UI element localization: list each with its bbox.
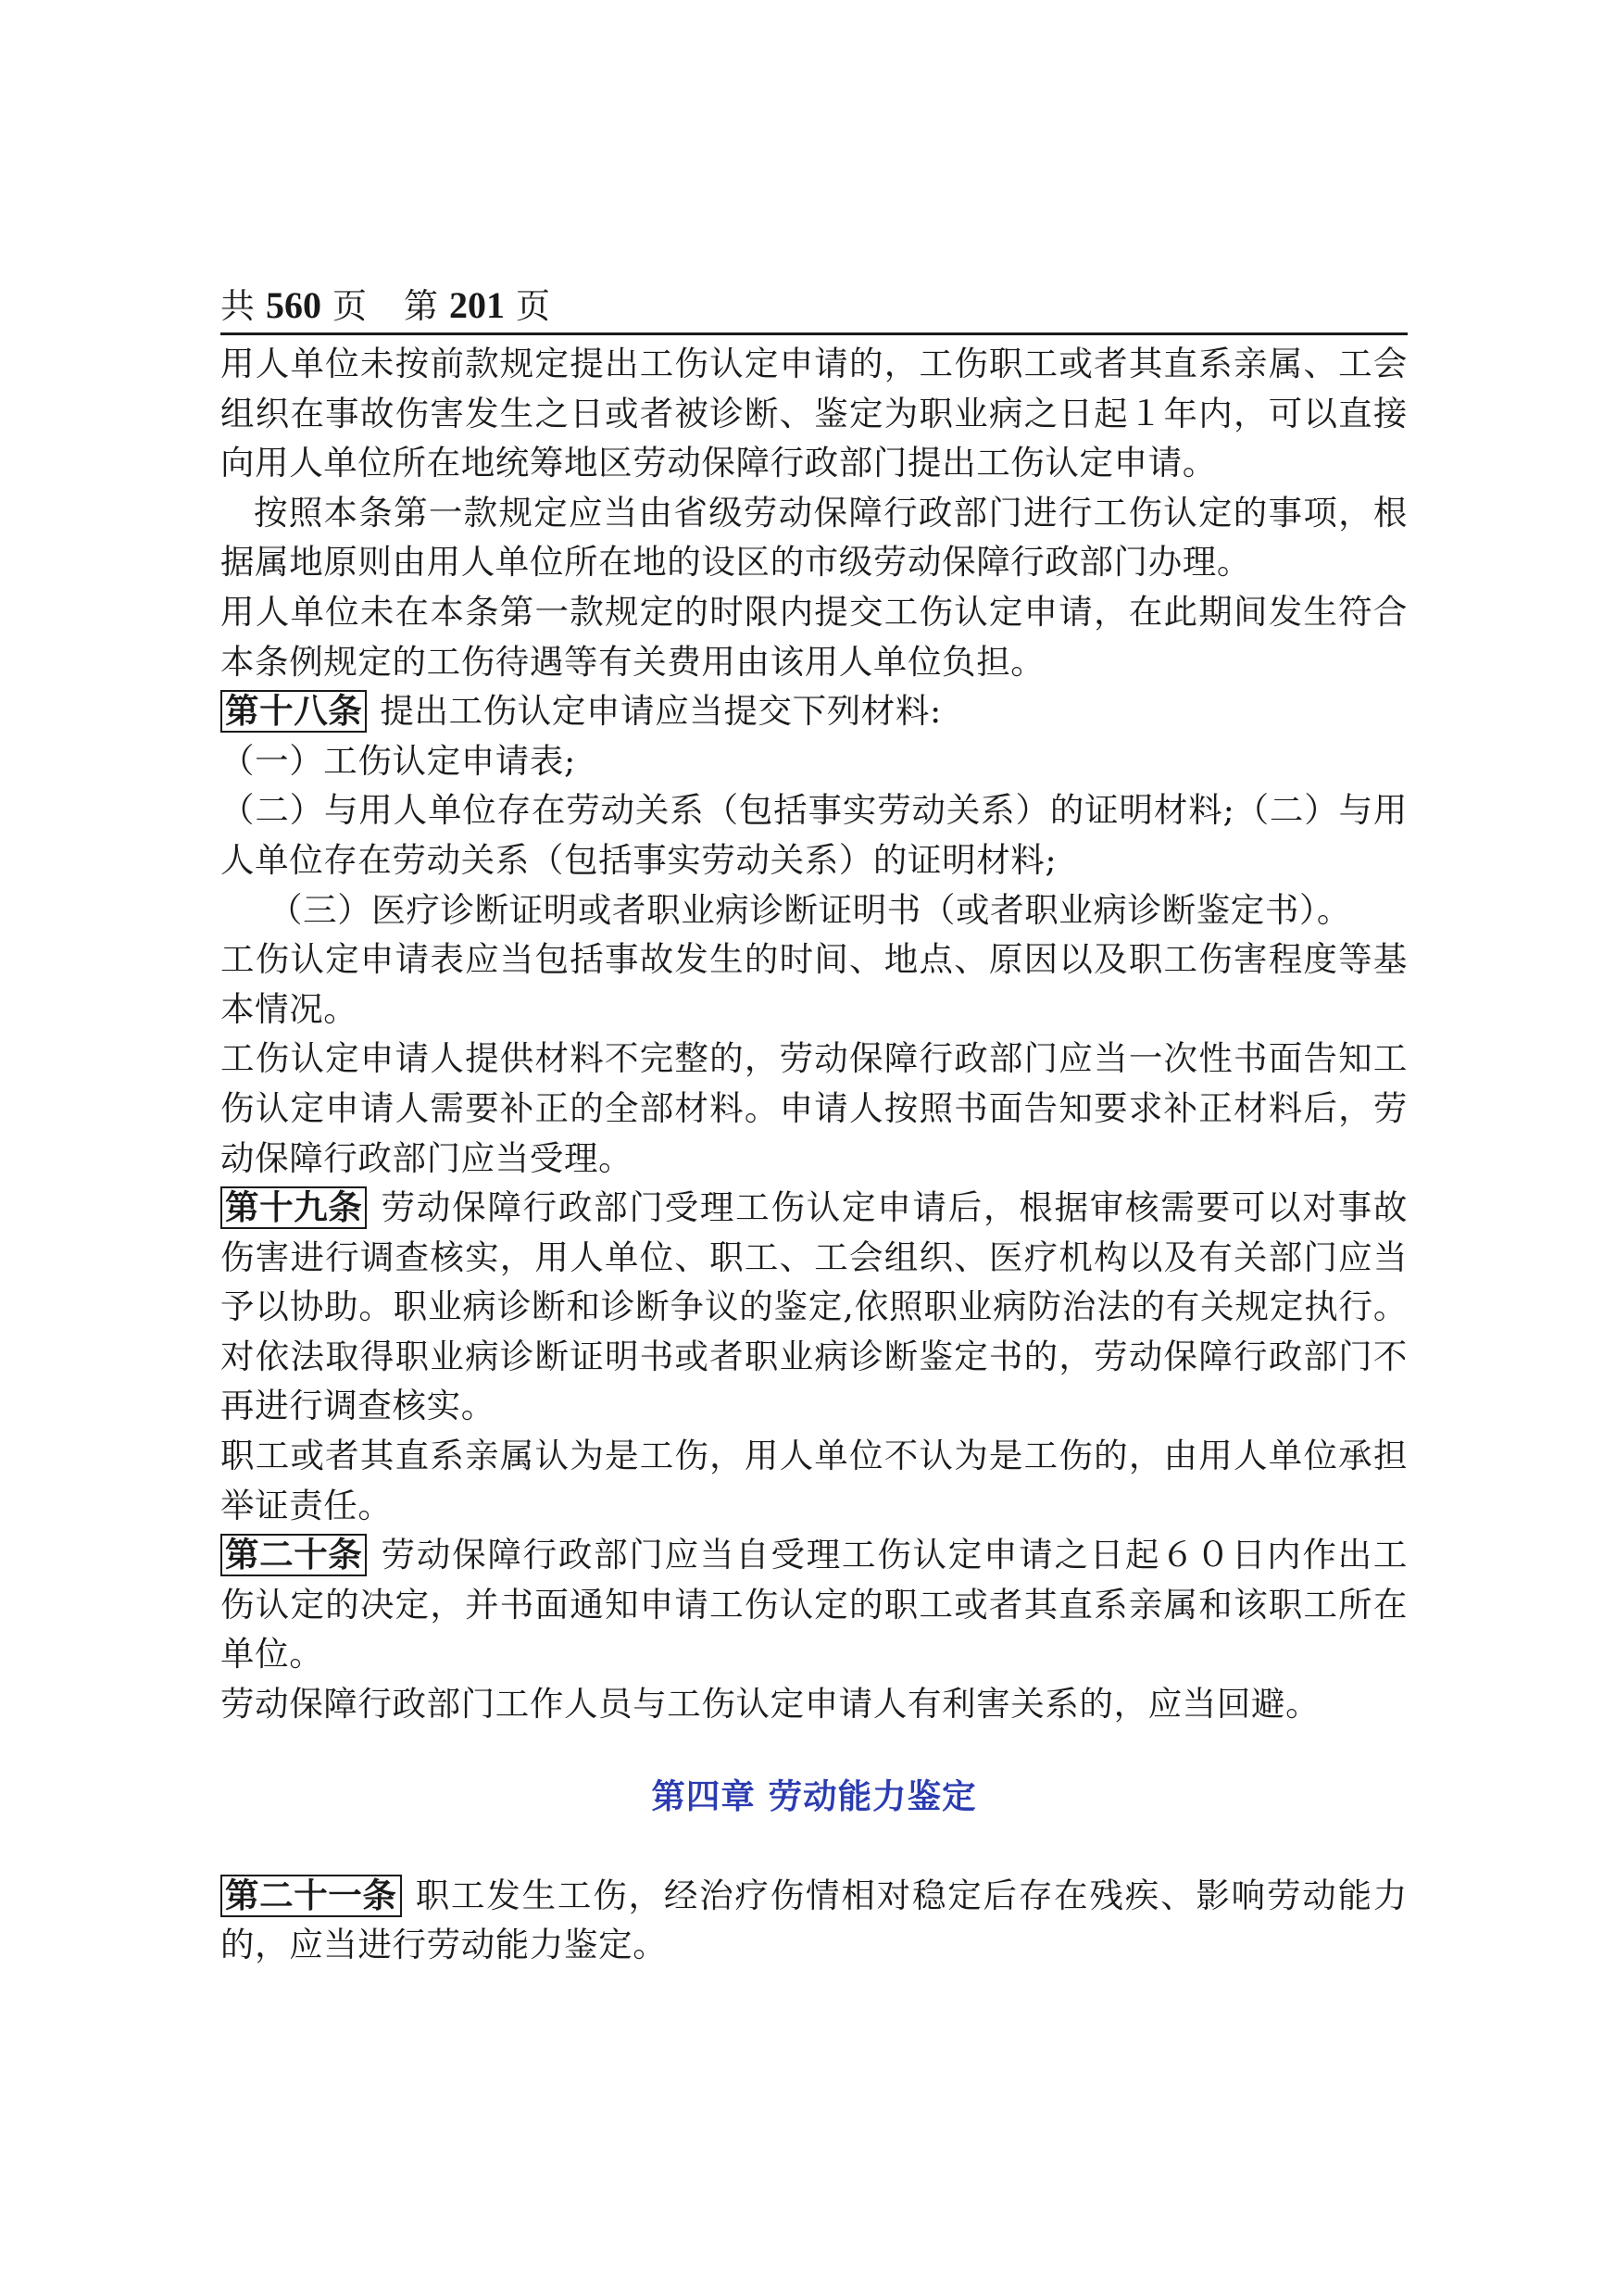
page-counter-header xyxy=(220,282,1408,335)
article-text: 提出工伤认定申请应当提交下列材料: xyxy=(380,691,942,732)
article-label: 第十八条 xyxy=(220,690,367,733)
article-18 xyxy=(220,686,1408,736)
document-body xyxy=(220,339,1408,1970)
paragraph: 工伤认定申请表应当包括事故发生的时间、地点、原因以及职工伤害程度等基本情况。 xyxy=(220,939,1408,1029)
article-text: 劳动保障行政部门受理工伤认定申请后，根据审核需要可以对事故伤害进行调查核实，用人单位、职工、工会组织、医疗机构以及有关部门应当予以协助。职业病诊断和诊断争议的鉴定,依照职业病防治法的有关规定执行。对依法取得职业病诊断证明书或者职业病诊断鉴定书的，劳动保障行政部门不再进行调查核实。 xyxy=(220,1187,1408,1426)
article-text: 劳动保障行政部门应当自受理工伤认定申请之日起６０日内作出工伤认定的决定，并书面通知申请工伤认定的职工或者其直系亲属和该职工所在单位。 xyxy=(220,1535,1408,1675)
total-pages: 560 xyxy=(266,284,321,326)
article-label: 第十九条 xyxy=(220,1186,367,1229)
list-item: （二）与用人单位存在劳动关系（包括事实劳动关系）的证明材料;（二）与用人单位存在劳动关系（包括事实劳动关系）的证明材料; xyxy=(220,790,1408,880)
current-suffix: 页 xyxy=(516,286,550,326)
article-19 xyxy=(220,1183,1408,1431)
article-text: 职工发生工伤，经治疗伤情相对稳定后存在残疾、影响劳动能力的，应当进行劳动能力鉴定。 xyxy=(220,1875,1408,1965)
total-suffix: 页 xyxy=(332,286,367,326)
paragraph: 用人单位未在本条第一款规定的时限内提交工伤认定申请，在此期间发生符合本条例规定的工伤待遇等有关费用由该用人单位负担。 xyxy=(220,591,1408,682)
paragraph: 用人单位未按前款规定提出工伤认定申请的，工伤职工或者其直系亲属、工会组织在事故伤害发生之日或者被诊断、鉴定为职业病之日起１年内，可以直接向用人单位所在地统筹地区劳动保障行政部门提出工伤认定申请。 xyxy=(220,344,1408,483)
current-prefix: 第 xyxy=(404,286,438,326)
current-page: 201 xyxy=(449,284,505,326)
paragraph: 劳动保障行政部门工作人员与工伤认定申请人有利害关系的，应当回避。 xyxy=(220,1684,1321,1725)
list-item: （三）医疗诊断证明或者职业病诊断证明书（或者职业病诊断鉴定书）。 xyxy=(269,889,1351,930)
document-page xyxy=(220,282,1408,1970)
chapter-title: 第四章 劳动能力鉴定 xyxy=(651,1775,977,1816)
total-prefix: 共 xyxy=(220,286,255,326)
paragraph: 工伤认定申请人提供材料不完整的，劳动保障行政部门应当一次性书面告知工伤认定申请人需要补正的全部材料。申请人按照书面告知要求补正材料后，劳动保障行政部门应当受理。 xyxy=(220,1038,1408,1178)
article-label: 第二十条 xyxy=(220,1534,367,1576)
article-21 xyxy=(220,1871,1408,1970)
list-item: （一）工伤认定申请表; xyxy=(220,740,576,781)
paragraph: 职工或者其直系亲属认为是工伤，用人单位不认为是工伤的，由用人单位承担举证责任。 xyxy=(220,1436,1408,1525)
article-20 xyxy=(220,1530,1408,1679)
paragraph: 按照本条第一款规定应当由省级劳动保障行政部门进行工伤认定的事项，根据属地原则由用人单位所在地的设区的市级劳动保障行政部门办理。 xyxy=(220,492,1408,583)
article-label: 第二十一条 xyxy=(220,1875,402,1917)
